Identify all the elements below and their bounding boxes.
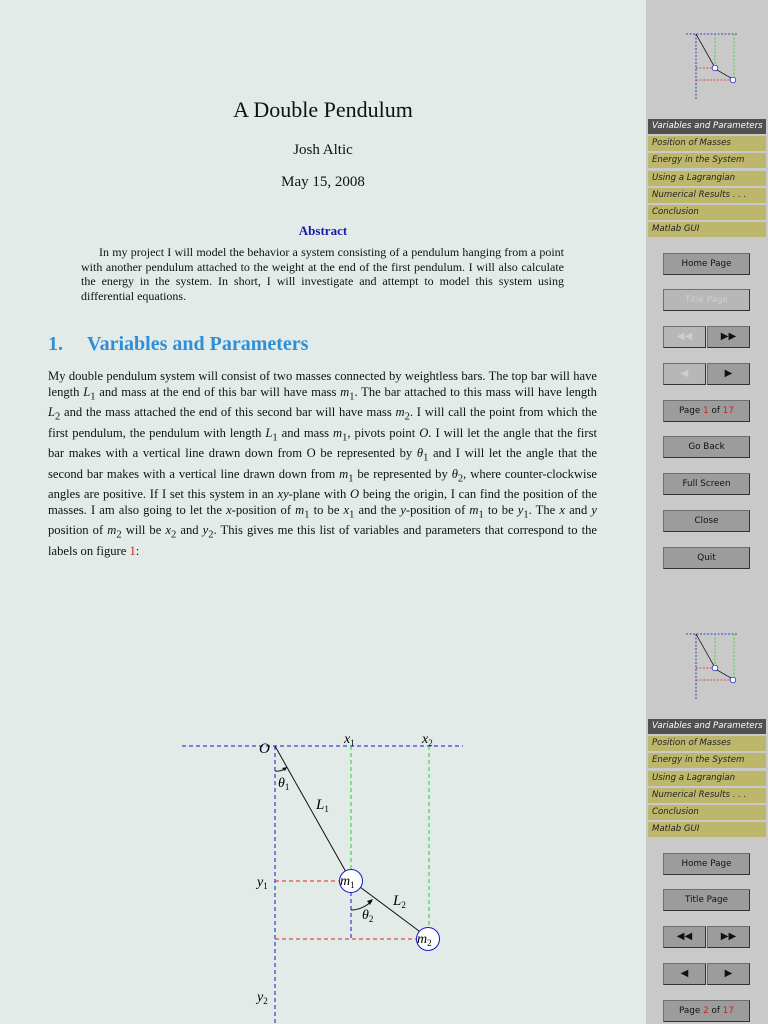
nav-item-matlab-gui[interactable]: Matlab GUI [648, 822, 766, 837]
nav-item-position-of-masses[interactable]: Position of Masses [648, 136, 766, 151]
nav-item-using-a-lagrangian[interactable]: Using a Lagrangian [648, 171, 766, 186]
page-indicator: Page 1 of 17 [663, 400, 750, 422]
next-page-button[interactable]: ▶ [707, 363, 750, 385]
close-button[interactable]: Close [663, 510, 750, 532]
label-l1: $L_1$ [316, 797, 329, 814]
document-author: Josh Altic [293, 142, 353, 158]
label-x2: $x_2$ [422, 732, 433, 748]
abstract-heading: Abstract [298, 223, 348, 238]
pendulum-figure [160, 720, 470, 1024]
nav-item-conclusion[interactable]: Conclusion [648, 805, 766, 820]
current-page-number: 1 [703, 406, 709, 416]
nav-list-bottom [648, 719, 766, 839]
total-page-number: 17 [722, 406, 734, 416]
fast-forward-button[interactable]: ▶▶ [707, 926, 750, 948]
label-m2: $m_2$ [417, 932, 432, 948]
section-heading [48, 333, 308, 356]
nav-item-energy-in-the-system[interactable]: Energy in the System [648, 753, 766, 768]
section-title: Variables and Parameters [87, 333, 309, 355]
page-thumbnail-bottom[interactable] [668, 628, 744, 704]
nav-item-position-of-masses[interactable]: Position of Masses [648, 736, 766, 751]
previous-page-button[interactable]: ◀ [663, 963, 706, 985]
page-thumbnail-top[interactable] [668, 28, 744, 104]
home-page-button[interactable]: Home Page [663, 853, 750, 875]
label-m1: $m_1$ [340, 874, 355, 890]
nav-item-energy-in-the-system[interactable]: Energy in the System [648, 153, 766, 168]
previous-page-button[interactable]: ◀ [663, 363, 706, 385]
section-body-text: My double pendulum system will consist of two masses connected by weightless bars. The top bar will have length $L_1$ and mass at the end of this bar will have mass $m_1$. The bar attached to this mass will have length $L_2$ and the mass attached the end of this second bar will have mass $m_2$. I will call the point from which the first pendulum, the pendulum with length $L_1$ and mass $m_1$, pivots point O. I will let the angle that the first bar makes with a vertical line drawn down from O be represented by $\theta_1$ and I will let the angle that the second bar makes with a vertical line drawn down from $m_1$ be represented by $\theta_2$, where counter-clockwise angles are positive. If I set this system in an xy-plane with O being the origin, I can find the position of the masses. I am also going to let the x-position of $m_1$ to be $x_1$ and the y-position of $m_1$ to be $y_1$. The x and y position of $m_2$ will be $x_2$ and $y_2$. This gives me this list of variables and parameters that correspond to the labels on figure 1: [48, 369, 598, 558]
nav-item-variables-and-parameters[interactable]: Variables and Parameters [648, 719, 766, 734]
section-number: 1. [48, 333, 63, 355]
bar-l1 [275, 746, 346, 872]
quit-button[interactable]: Quit [663, 547, 750, 569]
nav-item-using-a-lagrangian[interactable]: Using a Lagrangian [648, 771, 766, 786]
full-screen-button[interactable]: Full Screen [663, 473, 750, 495]
label-y1: $y_1$ [257, 875, 268, 891]
home-page-button[interactable]: Home Page [663, 253, 750, 275]
document-date: May 15, 2008 [281, 174, 365, 190]
next-page-button[interactable]: ▶ [707, 963, 750, 985]
rewind-button[interactable]: ◀◀ [663, 926, 706, 948]
go-back-button[interactable]: Go Back [663, 436, 750, 458]
document-title: A Double Pendulum [233, 97, 413, 122]
title-page-button[interactable]: Title Page [663, 889, 750, 911]
fast-forward-button[interactable]: ▶▶ [707, 326, 750, 348]
nav-item-matlab-gui[interactable]: Matlab GUI [648, 222, 766, 237]
abstract-text: In my project I will model the behavior a system consisting of a pendulum hanging from a point with another pendulum attached to the weight at the end of the first pendulum. I will also calculate the energy in the system. In short, I will investigate and attempt to model this system using differential equations. [81, 245, 564, 303]
label-x1: $x_1$ [344, 732, 355, 748]
nav-item-numerical-results[interactable]: Numerical Results . . . [648, 188, 766, 203]
figure-reference-link[interactable]: 1 [129, 543, 136, 558]
page-indicator: Page 2 of 17 [663, 1000, 750, 1022]
nav-item-variables-and-parameters[interactable]: Variables and Parameters [648, 119, 766, 134]
nav-item-conclusion[interactable]: Conclusion [648, 205, 766, 220]
rewind-button[interactable]: ◀◀ [663, 326, 706, 348]
label-theta2: $\theta_2$ [362, 908, 374, 924]
label-origin: O [259, 741, 270, 757]
nav-list-top [648, 119, 766, 239]
total-page-number: 17 [722, 1006, 734, 1016]
label-l2: $L_2$ [393, 893, 406, 910]
title-page-button[interactable]: Title Page [663, 289, 750, 311]
current-page-number: 2 [703, 1006, 709, 1016]
nav-item-numerical-results[interactable]: Numerical Results . . . [648, 788, 766, 803]
label-y2: $y_2$ [257, 990, 268, 1006]
label-theta1: $\theta_1$ [278, 776, 290, 792]
